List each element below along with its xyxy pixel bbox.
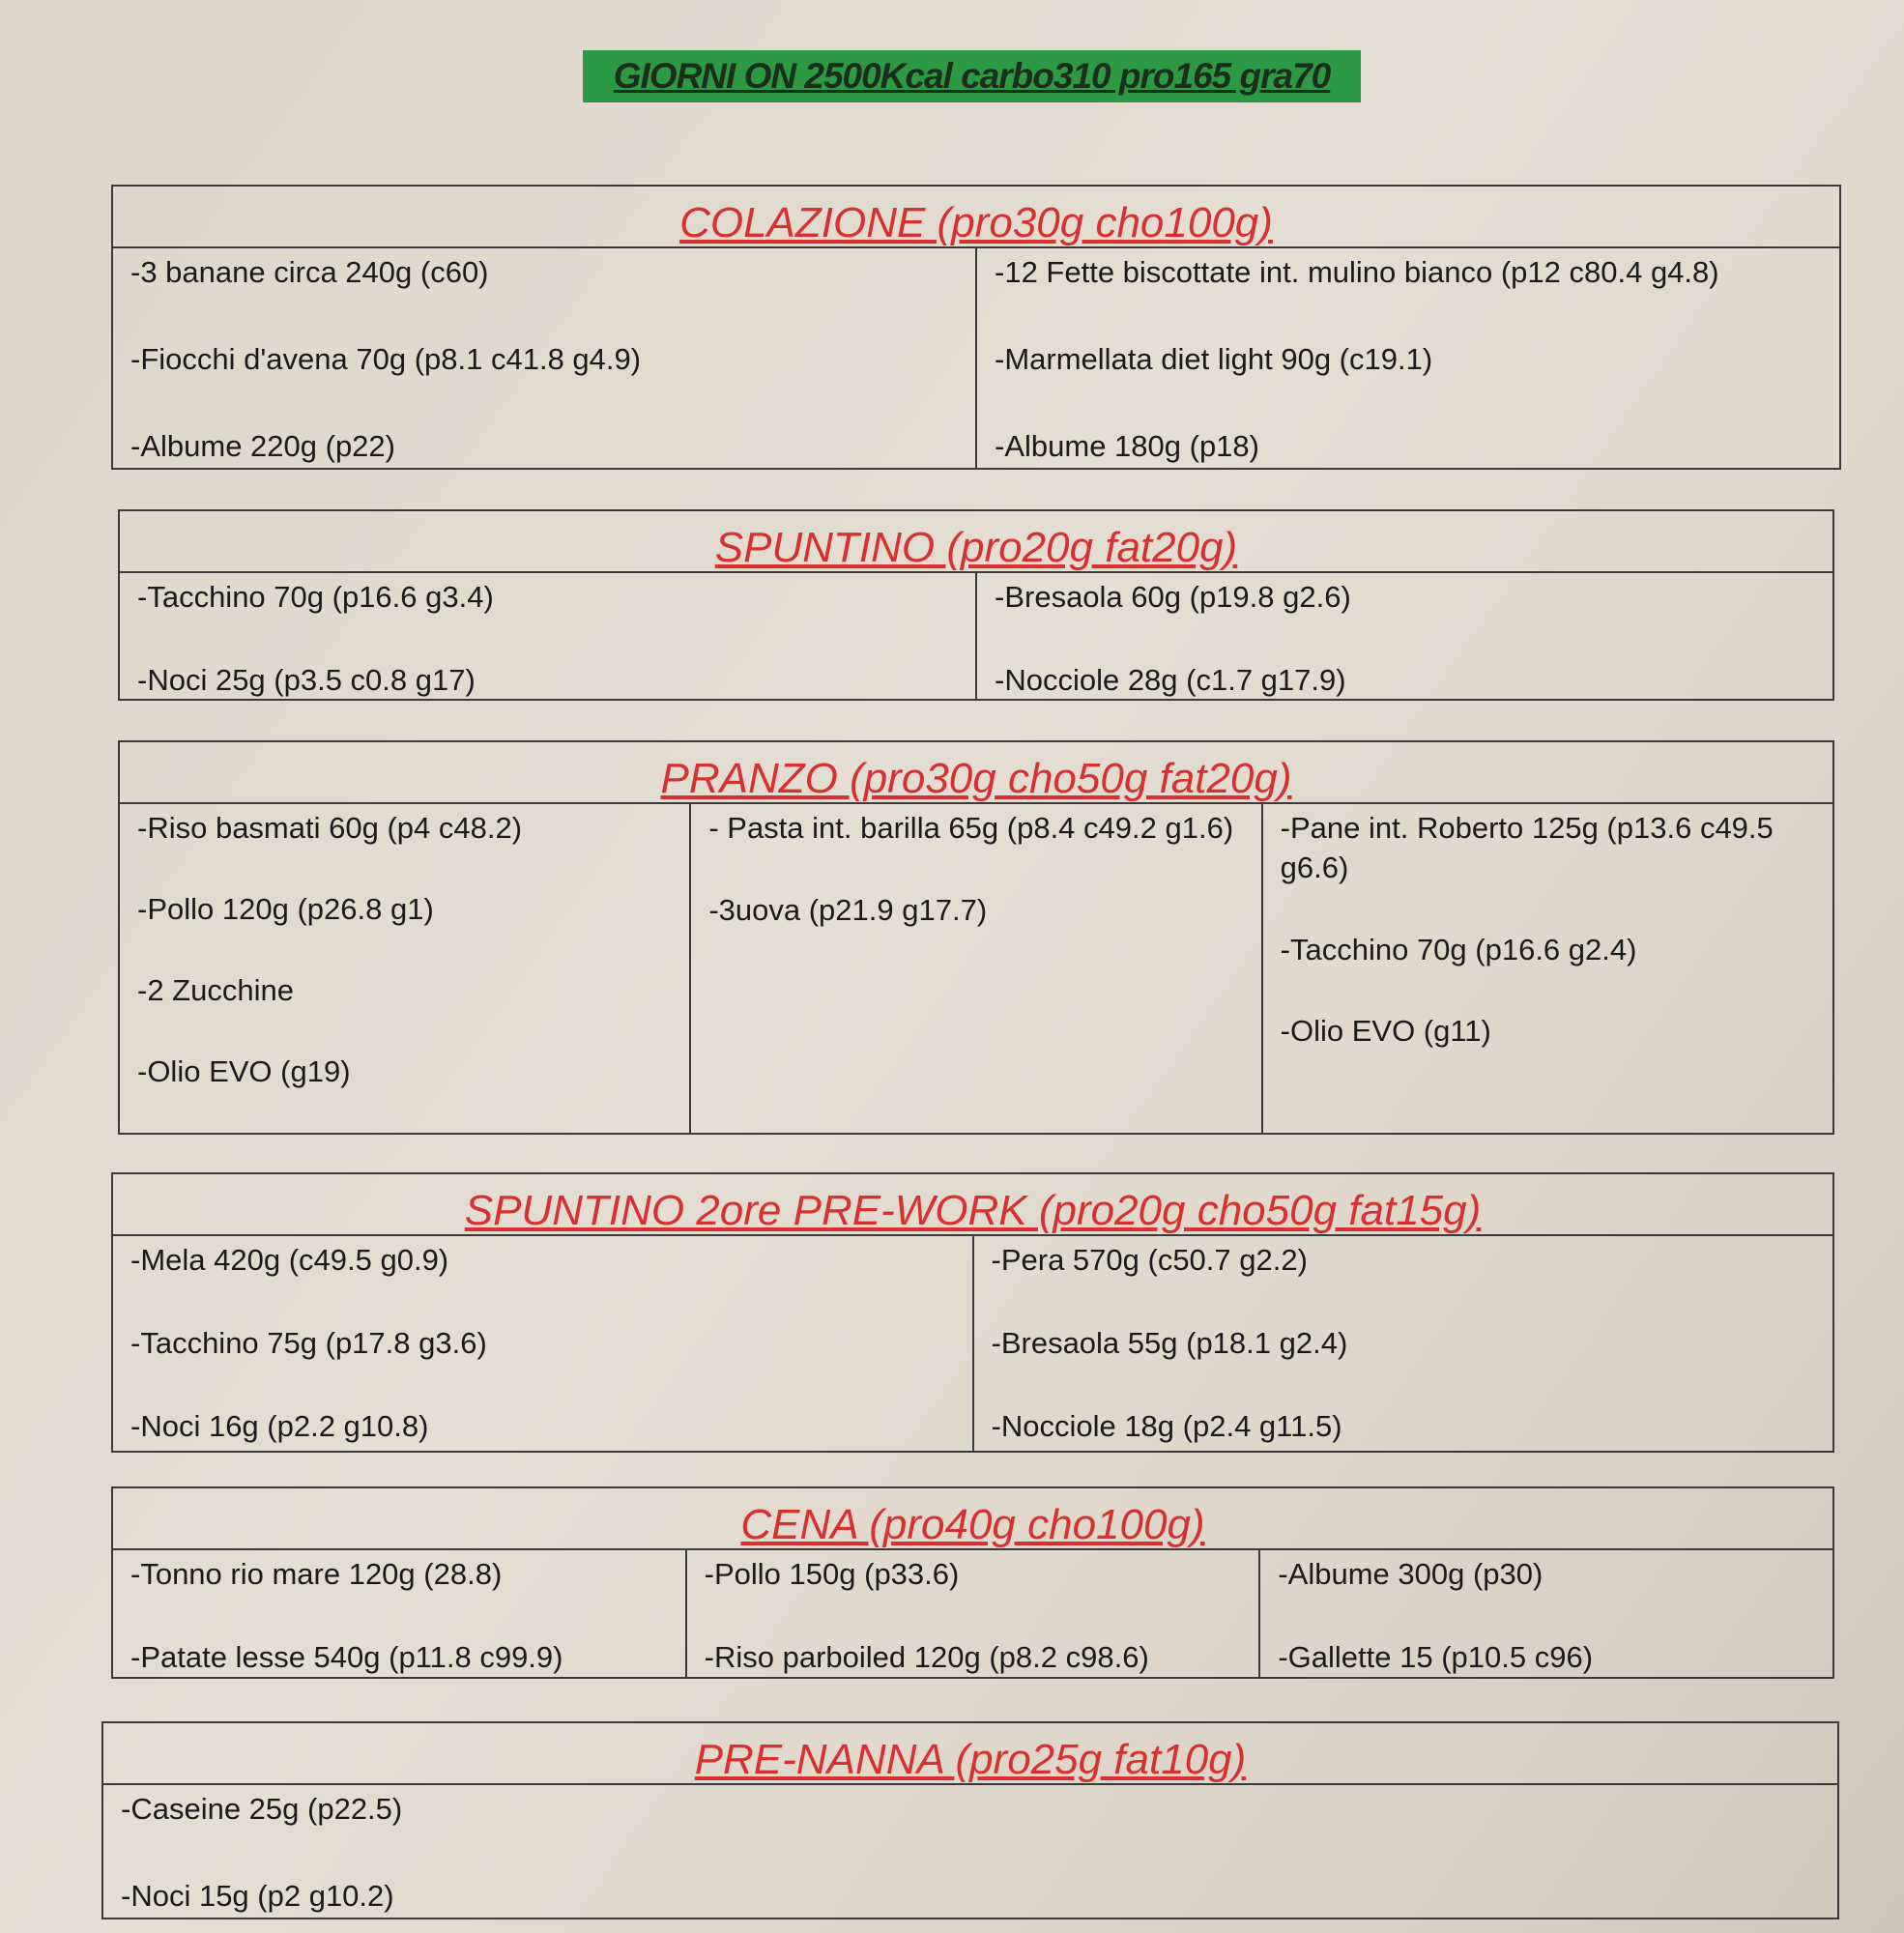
food-item: -Noci 16g (p2.2 g10.8) (130, 1409, 429, 1443)
food-item: -Riso basmati 60g (p4 c48.2) (137, 811, 523, 845)
section-body (120, 573, 1832, 699)
food-item: -Fiocchi d'avena 70g (p8.1 c41.8 g4.9) (130, 342, 642, 376)
food-item: -Patate lesse 540g (p11.8 c99.9) (130, 1640, 563, 1674)
section-body (113, 1550, 1832, 1677)
section-pranzo (118, 740, 1834, 1135)
option-column (972, 1236, 1833, 1451)
food-item: -3 banane circa 240g (c60) (130, 255, 489, 289)
food-item: -Pane int. Roberto 125g (p13.6 c49.5 g6.6) (1280, 811, 1774, 884)
section-header: PRANZO (pro30g cho50g fat20g) (120, 742, 1832, 804)
food-item: -Tacchino 70g (p16.6 g3.4) (137, 580, 494, 614)
food-item: -Nocciole 28g (c1.7 g17.9) (995, 663, 1346, 697)
food-item: -Albume 180g (p18) (995, 429, 1259, 463)
food-item: -Bresaola 60g (p19.8 g2.6) (995, 580, 1351, 614)
food-item: -Pollo 120g (p26.8 g1) (137, 892, 434, 926)
section-spuntino-pre-work (111, 1172, 1834, 1453)
section-cena (111, 1486, 1834, 1679)
food-item: -Albume 220g (p22) (130, 429, 395, 463)
food-item: - Pasta int. barilla 65g (p8.4 c49.2 g1.6) (708, 811, 1234, 845)
option-column (120, 573, 975, 699)
option-column (113, 1236, 972, 1451)
food-item: -Gallette 15 (p10.5 c96) (1278, 1640, 1594, 1674)
option-column (120, 804, 689, 1133)
section-body (120, 804, 1832, 1133)
option-column (1258, 1550, 1832, 1677)
section-header: SPUNTINO (pro20g fat20g) (120, 511, 1832, 573)
option-column (1261, 804, 1832, 1133)
food-item: -12 Fette biscottate int. mulino bianco (p12 c80.4 g4.8) (995, 255, 1719, 289)
section-header: PRE-NANNA (pro25g fat10g) (103, 1723, 1837, 1785)
section-body (113, 1236, 1832, 1451)
section-body (103, 1785, 1837, 1918)
option-column (685, 1550, 1259, 1677)
food-item: -3uova (p21.9 g17.7) (708, 893, 988, 927)
food-item: -Bresaola 55g (p18.1 g2.4) (991, 1326, 1348, 1360)
option-column (103, 1785, 1837, 1918)
option-column (975, 573, 1832, 699)
section-body (113, 248, 1839, 468)
food-item: -Caseine 25g (p22.5) (121, 1792, 403, 1826)
section-pre-nanna (101, 1721, 1839, 1919)
food-item: -Olio EVO (g19) (137, 1054, 351, 1088)
food-item: -2 Zucchine (137, 973, 294, 1007)
option-column (689, 804, 1260, 1133)
section-header: COLAZIONE (pro30g cho100g) (113, 187, 1839, 248)
food-item: -Marmellata diet light 90g (c19.1) (995, 342, 1433, 376)
food-item: -Olio EVO (g11) (1280, 1014, 1491, 1048)
section-colazione (111, 185, 1841, 470)
section-spuntino (118, 509, 1834, 701)
option-column (975, 248, 1839, 468)
food-item: -Pollo 150g (p33.6) (704, 1557, 960, 1591)
food-item: -Tacchino 70g (p16.6 g2.4) (1280, 933, 1637, 966)
option-column (113, 1550, 685, 1677)
food-item: -Albume 300g (p30) (1278, 1557, 1543, 1591)
food-item: -Riso parboiled 120g (p8.2 c98.6) (704, 1640, 1149, 1674)
food-item: -Nocciole 18g (p2.4 g11.5) (991, 1409, 1342, 1443)
food-item: -Tacchino 75g (p17.8 g3.6) (130, 1326, 487, 1360)
section-header: SPUNTINO 2ore PRE-WORK (pro20g cho50g fat15g) (113, 1174, 1832, 1236)
food-item: -Noci 25g (p3.5 c0.8 g17) (137, 663, 476, 697)
document-title: GIORNI ON 2500Kcal carbo310 pro165 gra70 (583, 50, 1361, 102)
food-item: -Pera 570g (c50.7 g2.2) (991, 1243, 1308, 1277)
option-column (113, 248, 975, 468)
food-item: -Mela 420g (c49.5 g0.9) (130, 1243, 449, 1277)
food-item: -Tonno rio mare 120g (28.8) (130, 1557, 503, 1591)
section-header: CENA (pro40g cho100g) (113, 1488, 1832, 1550)
food-item: -Noci 15g (p2 g10.2) (121, 1879, 394, 1913)
